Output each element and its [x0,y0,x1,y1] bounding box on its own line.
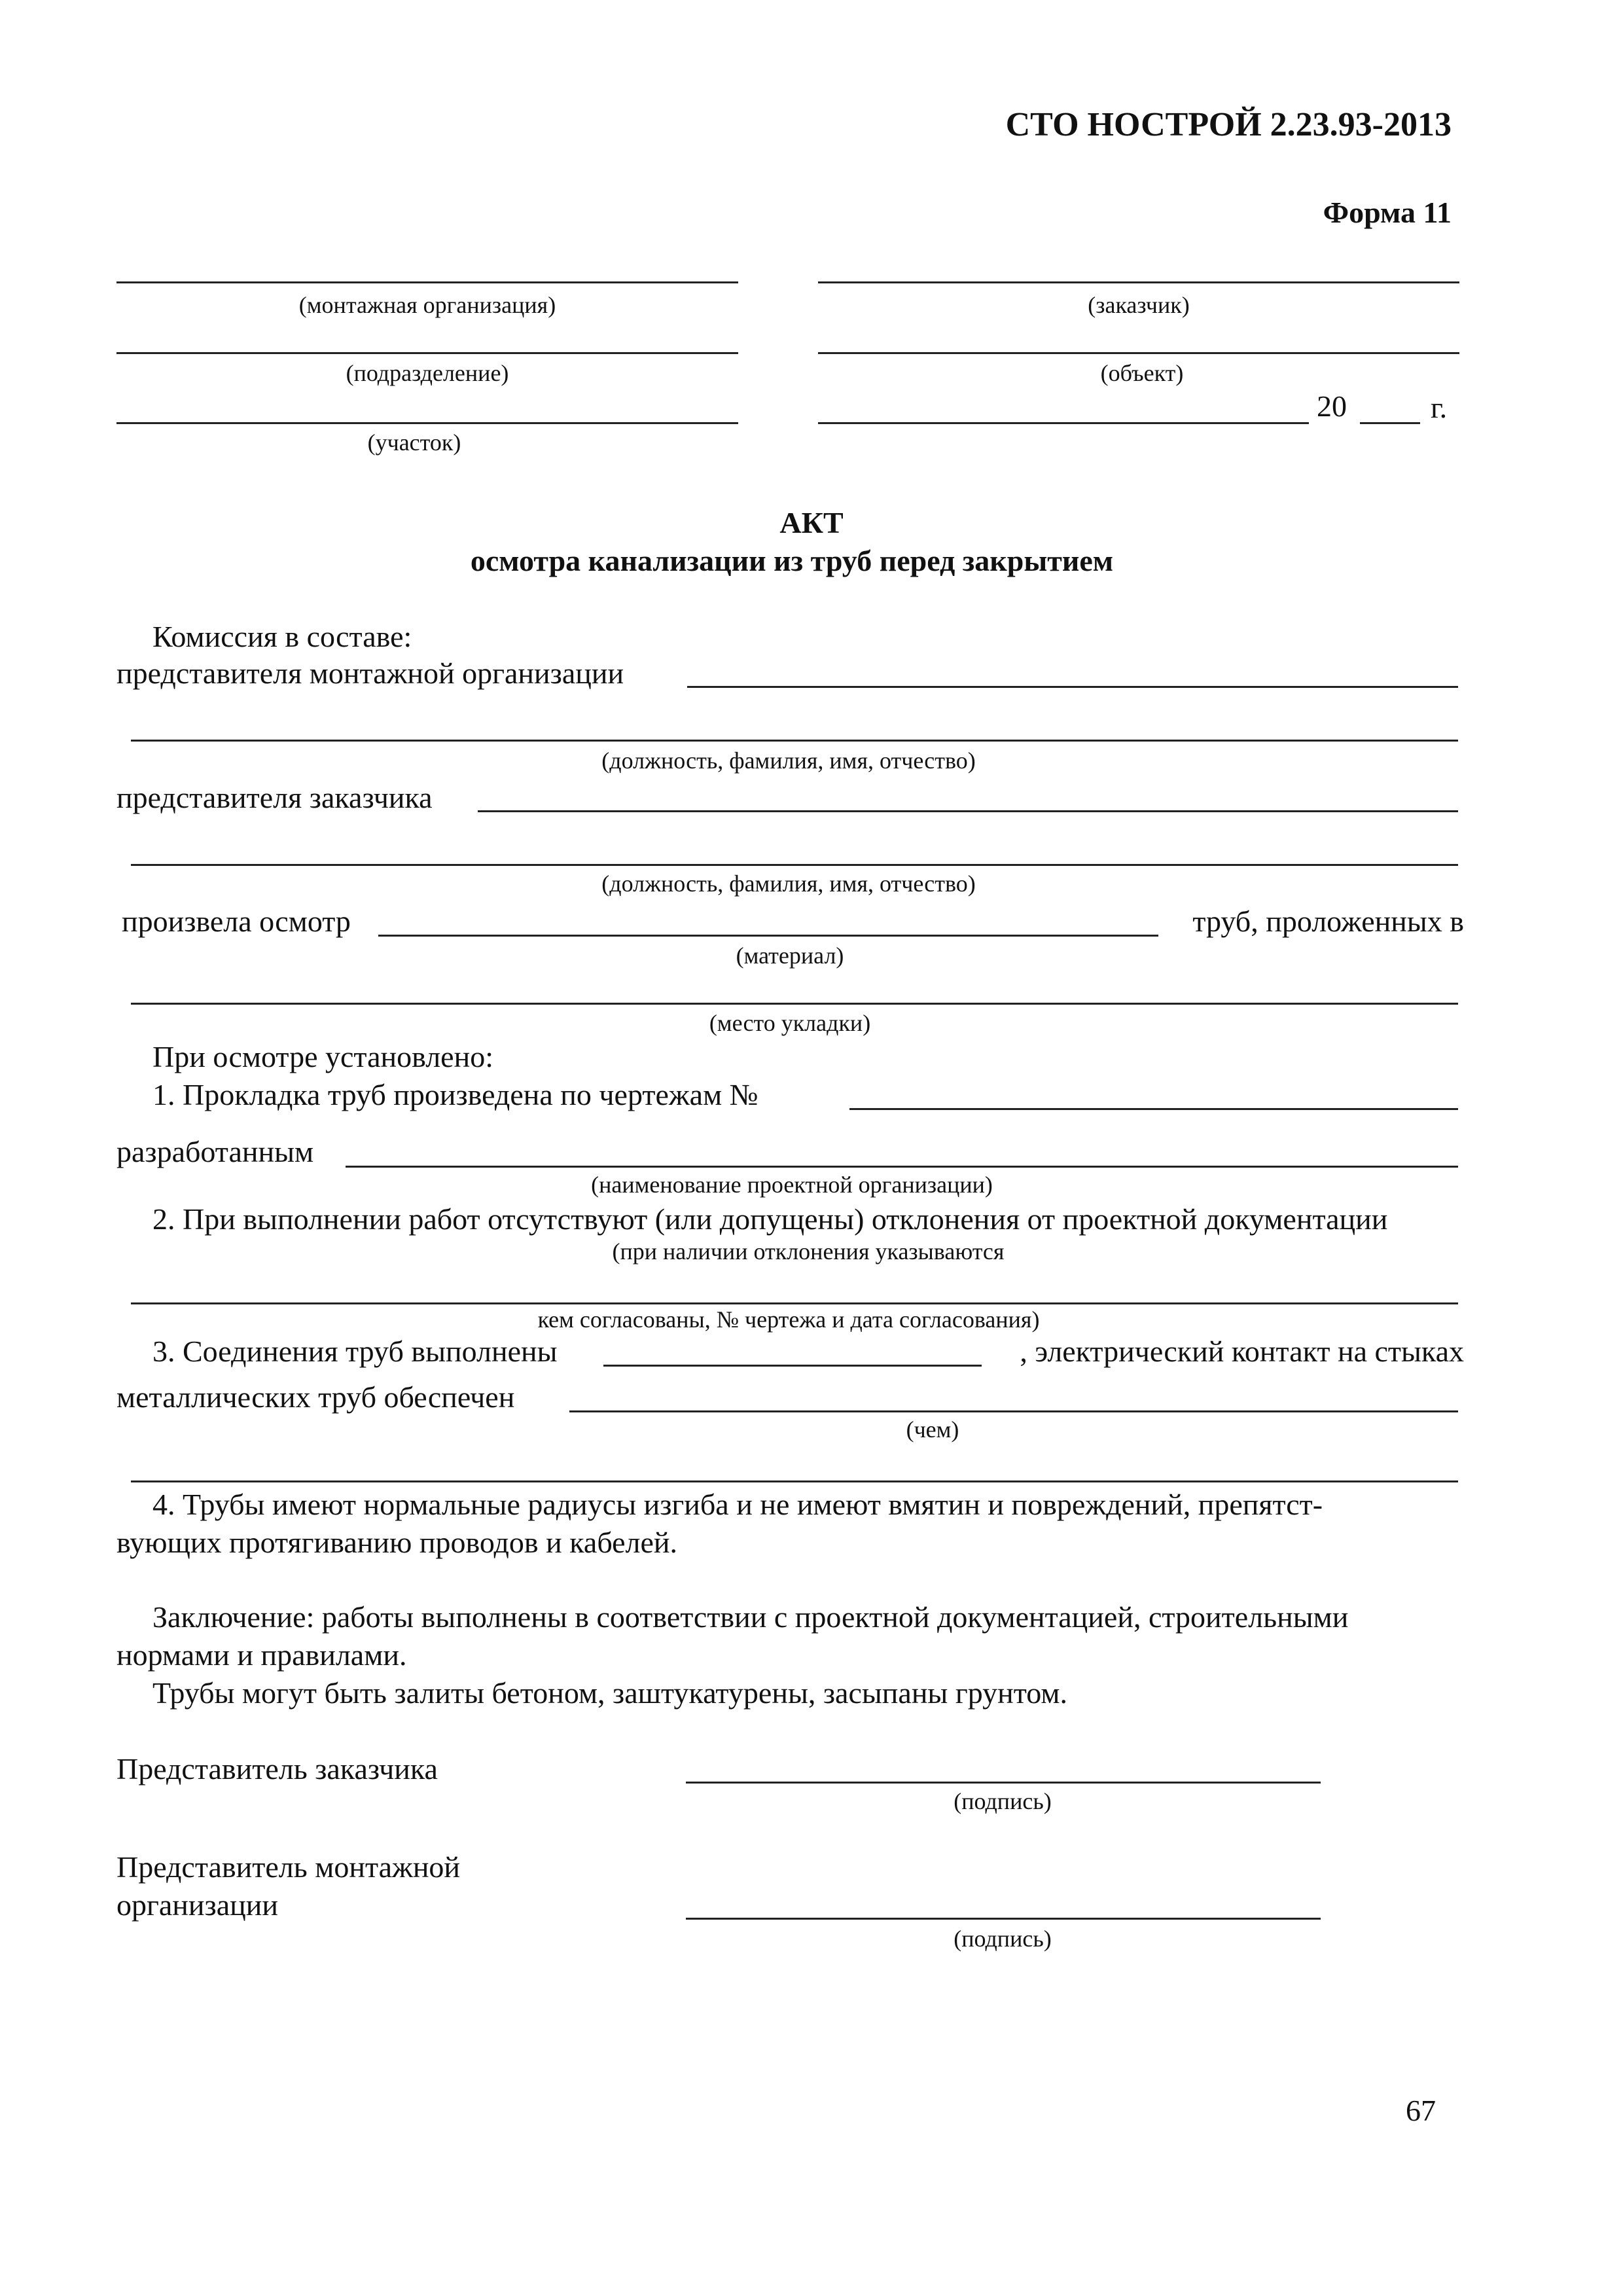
deviation-line[interactable] [131,1302,1458,1304]
conclusion-cont: нормами и правилами. [116,1638,407,1672]
installer-org-line[interactable] [116,281,738,283]
installer-org-caption: (монтажная организация) [298,292,556,318]
installer-rep-signature-label-cont: организации [116,1888,278,1922]
customer-signature-line[interactable] [686,1782,1321,1784]
year-suffix: г. [1431,391,1448,424]
position-caption: (должность, фамилия, имя, отчество) [601,747,976,774]
installer-rep-signature-label: Представитель монтажной [116,1850,461,1884]
signature-caption: (подпись) [954,1788,1052,1814]
place-line[interactable] [131,1003,1458,1005]
form-number: Форма 11 [1323,196,1452,229]
division-caption: (подразделение) [346,360,509,386]
conclusion: Заключение: работы выполнены в соответствии с проектной документацией, строительными [152,1600,1349,1634]
with-what-caption: (чем) [906,1416,959,1443]
year-prefix: 20 [1317,389,1347,423]
customer-rep-signature-label: Представитель заказчика [116,1752,438,1785]
customer-rep-label: представителя заказчика [116,781,433,814]
date-line[interactable] [818,422,1309,424]
item-4-cont: вующих протягиванию проводов и кабелей. [116,1526,678,1559]
customer-rep-line-2[interactable] [131,864,1458,866]
developed-label: разработанным [116,1135,314,1168]
place-caption: (место укладки) [709,1010,871,1036]
object-caption: (объект) [1100,360,1184,386]
established-label: При осмотре установлено: [152,1040,493,1073]
division-line[interactable] [116,352,738,354]
item-3-contact: , электрический контакт на стыках [1020,1335,1464,1368]
pipes-laid-label: труб, проложенных в [1192,905,1464,938]
pipes-may-text: Трубы могут быть залиты бетоном, заштукатурены, засыпаны грунтом. [152,1676,1067,1710]
deviation-caption: (при наличии отклонения указываются [612,1238,1005,1265]
design-org-line[interactable] [346,1166,1458,1168]
with-what-line-2[interactable] [131,1480,1458,1482]
installer-rep-label: представителя монтажной организации [116,656,624,690]
item-2: 2. При выполнении работ отсутствуют (или допущены) отклонения от проектной документации [152,1202,1388,1236]
metal-pipes-label: металлических труб обеспечен [116,1380,515,1414]
site-line[interactable] [116,422,738,424]
item-3: 3. Соединения труб выполнены [152,1335,558,1368]
site-caption: (участок) [367,429,461,456]
customer-caption: (заказчик) [1088,292,1190,318]
customer-line[interactable] [818,281,1459,283]
document-subtitle: осмотра канализации из труб перед закрытием [470,544,1114,577]
inspected-label: произвела осмотр [122,905,351,938]
design-org-caption: (наименование проектной организации) [591,1172,993,1198]
drawing-number-line[interactable] [849,1108,1458,1110]
item-1: 1. Прокладка труб произведена по чертежам № [152,1078,758,1111]
position-caption: (должность, фамилия, имя, отчество) [601,870,976,897]
material-caption: (материал) [736,942,844,969]
installer-rep-line-2[interactable] [131,740,1458,742]
standard-code: СТО НОСТРОЙ 2.23.93-2013 [1005,106,1452,143]
commission-label: Комиссия в составе: [152,620,412,653]
agreed-caption: кем согласованы, № чертежа и дата согласования) [537,1306,1040,1333]
year-line[interactable] [1360,422,1420,424]
material-line[interactable] [378,935,1158,937]
object-line[interactable] [818,352,1459,354]
customer-rep-line[interactable] [478,810,1458,812]
joints-line[interactable] [603,1365,982,1367]
installer-rep-line[interactable] [687,686,1458,688]
signature-caption: (подпись) [954,1926,1052,1952]
page-number: 67 [1406,2094,1436,2127]
item-4: 4. Трубы имеют нормальные радиусы изгиба и не имеют вмятин и повреждений, препятст- [152,1488,1323,1521]
with-what-line[interactable] [569,1410,1458,1412]
document-title: АКТ [779,506,844,539]
installer-signature-line[interactable] [686,1918,1321,1920]
